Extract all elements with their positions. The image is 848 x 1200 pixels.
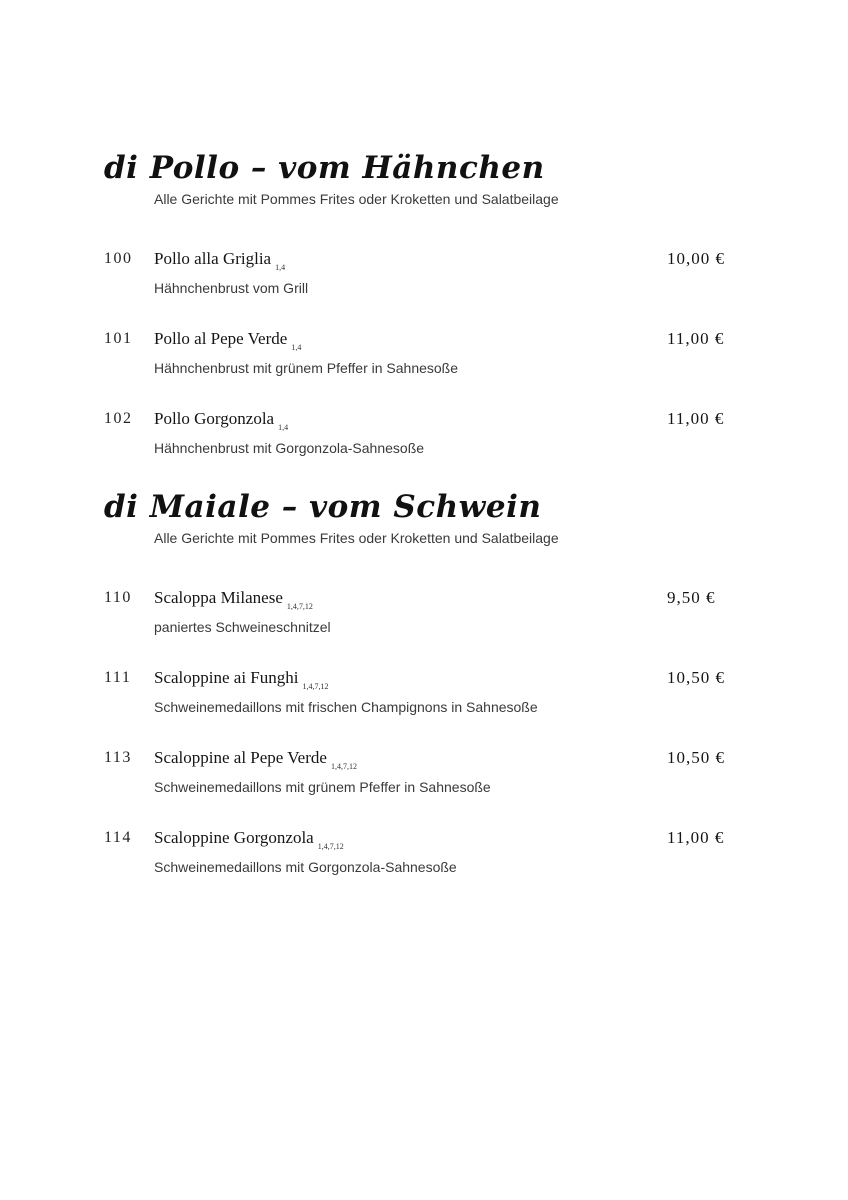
item-name-row (154, 747, 614, 778)
item-body (154, 667, 614, 716)
menu-section-maiale (104, 489, 744, 907)
item-name-row (154, 667, 614, 698)
menu-item (104, 747, 744, 827)
item-description: Schweinemedaillons mit grünem Pfeffer in Sahnesoße (154, 779, 491, 795)
menu-item (104, 408, 744, 488)
item-name-row (154, 827, 614, 858)
item-price: 9,50 € (667, 588, 716, 607)
item-name: Pollo alla Griglia (154, 249, 272, 268)
item-description: Hähnchenbrust mit grünem Pfeffer in Sahnesoße (154, 360, 459, 376)
section-title: di Pollo – vom Hähnchen (104, 150, 545, 186)
item-body (154, 328, 614, 377)
item-name: Pollo Gorgonzola (154, 409, 275, 428)
item-name: Scaloppine ai Funghi (154, 668, 299, 687)
menu-item-list (104, 248, 744, 488)
menu-item (104, 827, 744, 907)
item-number: 100 (104, 250, 133, 267)
item-name-row (154, 408, 614, 439)
item-name: Pollo al Pepe Verde (154, 329, 288, 348)
item-description: Hähnchenbrust vom Grill (154, 280, 309, 296)
item-number: 113 (104, 749, 132, 766)
item-name: Scaloppine al Pepe Verde (154, 748, 327, 767)
item-number: 102 (104, 410, 133, 427)
item-description: paniertes Schweineschnitzel (154, 619, 331, 635)
item-allergens: 1,4,7,12 (286, 602, 313, 611)
item-description: Hähnchenbrust mit Gorgonzola-Sahnesoße (154, 440, 425, 456)
item-allergens: 1,4,7,12 (317, 842, 344, 851)
item-name-row (154, 587, 614, 618)
item-number: 101 (104, 330, 133, 347)
menu-item (104, 328, 744, 408)
item-allergens: 1,4,7,12 (330, 762, 357, 771)
item-name: Scaloppa Milanese (154, 588, 283, 607)
item-body (154, 827, 614, 876)
item-number: 114 (104, 829, 132, 846)
menu-section-pollo (104, 150, 744, 488)
item-allergens: 1,4 (275, 263, 286, 272)
item-number: 111 (104, 669, 132, 686)
item-number: 110 (104, 589, 132, 606)
item-price: 10,50 € (667, 668, 725, 687)
item-body (154, 408, 614, 457)
item-description: Schweinemedaillons mit frischen Champignons in Sahnesoße (154, 699, 538, 715)
section-subtitle: Alle Gerichte mit Pommes Frites oder Kroketten und Salatbeilage (154, 191, 559, 207)
item-allergens: 1,4 (291, 343, 302, 352)
item-name: Scaloppine Gorgonzola (154, 828, 314, 847)
section-subtitle: Alle Gerichte mit Pommes Frites oder Kroketten und Salatbeilage (154, 530, 559, 546)
item-allergens: 1,4 (278, 423, 289, 432)
item-body (154, 248, 614, 297)
item-price: 11,00 € (667, 828, 725, 847)
item-name-row (154, 248, 614, 279)
item-body (154, 587, 614, 636)
item-price: 11,00 € (667, 329, 725, 348)
menu-item (104, 587, 744, 667)
menu-item (104, 248, 744, 328)
item-description: Schweinemedaillons mit Gorgonzola-Sahnesoße (154, 859, 457, 875)
section-title: di Maiale – vom Schwein (104, 489, 542, 525)
item-body (154, 747, 614, 796)
item-price: 10,50 € (667, 748, 725, 767)
item-price: 10,00 € (667, 249, 725, 268)
item-allergens: 1,4,7,12 (302, 682, 329, 691)
item-price: 11,00 € (667, 409, 725, 428)
item-name-row (154, 328, 614, 359)
menu-item-list (104, 587, 744, 907)
menu-item (104, 667, 744, 747)
